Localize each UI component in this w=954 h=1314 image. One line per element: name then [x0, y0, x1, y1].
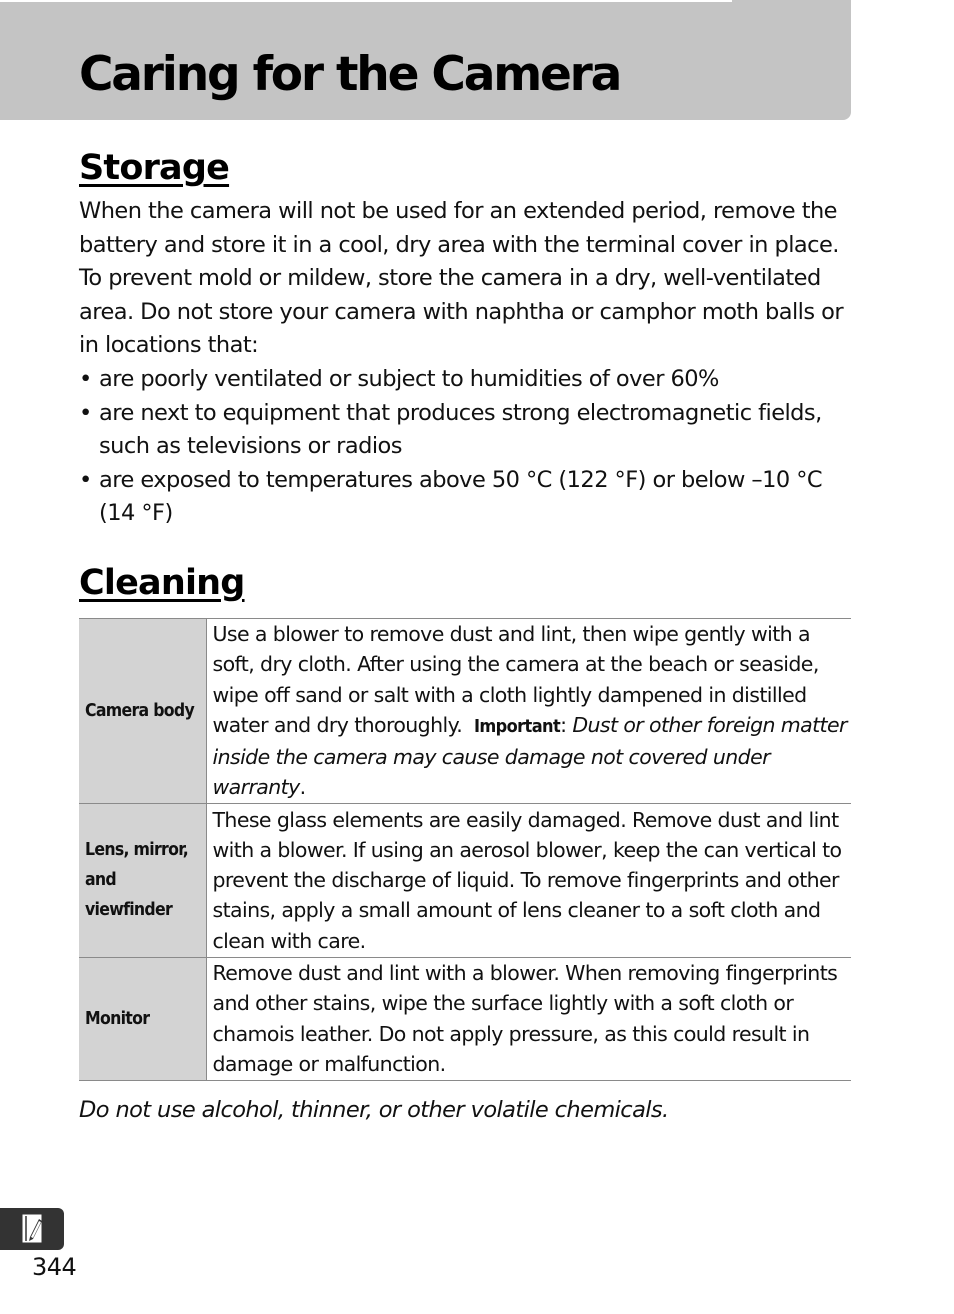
cleaning-table [79, 618, 851, 1081]
bullet-text: are poorly ventilated or subject to humidities of over 60% [99, 366, 719, 392]
chemicals-warning: Do not use alcohol, thinner, or other volatile chemicals. [79, 1097, 669, 1123]
row-description: Remove dust and lint with a blower. When removing fingerprints and other stains, wipe the surface lightly with a soft cloth or chamois leather. Do not apply pressure, as this could result in damage or malfunction. [206, 957, 851, 1080]
important-end: . [299, 775, 306, 800]
page-title: Caring for the Camera [79, 47, 621, 102]
row-description [206, 619, 851, 804]
table-row [79, 803, 851, 957]
bullet-icon: • [79, 366, 92, 392]
important-separator: : [560, 712, 567, 737]
table-row [79, 957, 851, 1080]
bullet-text: are next to equipment that produces strong electromagnetic fields, such as televisions or radios [99, 399, 822, 460]
row-description: These glass elements are easily damaged. Remove dust and lint with a blower. If using an aerosol blower, keep the can vertical to prevent the discharge of liquid. To remove fingerprints and other stains, apply a small amount of lens cleaner to a soft cloth and clean with care. [206, 803, 851, 957]
bullet-icon: • [79, 466, 92, 493]
list-item [79, 363, 859, 397]
cleaning-heading: Cleaning [79, 563, 245, 603]
table-row [79, 619, 851, 804]
important-label: Important [473, 715, 561, 737]
bullet-icon: • [79, 399, 92, 426]
row-label: Lens, mirror, and viewfinder [79, 803, 206, 957]
storage-bullet-list [79, 363, 859, 531]
row-label: Camera body [79, 619, 206, 804]
storage-intro: When the camera will not be used for an extended period, remove the battery and store it in a cool, dry area with the terminal cover in place. To prevent mold or mildew, store the camera in a dry, well-ventilated area. Do not store your camera with naphtha or camphor moth balls or in locations that: [79, 198, 844, 359]
page-number: 344 [32, 1253, 77, 1281]
technical-notes-icon [0, 1208, 64, 1250]
row-label: Monitor [79, 957, 206, 1080]
bullet-text: are exposed to temperatures above 50 °C (122 °F) or below –10 °C (14 °F) [99, 466, 823, 527]
description-text: Use a blower to remove dust and lint, then wipe gently with a soft, dry cloth. After using the camera at the beach or seaside, wipe off sand or salt with a cloth lightly dampened in distilled water and dry thoroughly. [212, 622, 819, 737]
notebook-pencil-icon [21, 1213, 45, 1245]
important-text: Dust or other foreign matter inside the camera may cause damage not covered under warranty [212, 712, 847, 800]
storage-heading: Storage [79, 148, 230, 188]
list-item [79, 464, 859, 531]
list-item [79, 397, 859, 464]
